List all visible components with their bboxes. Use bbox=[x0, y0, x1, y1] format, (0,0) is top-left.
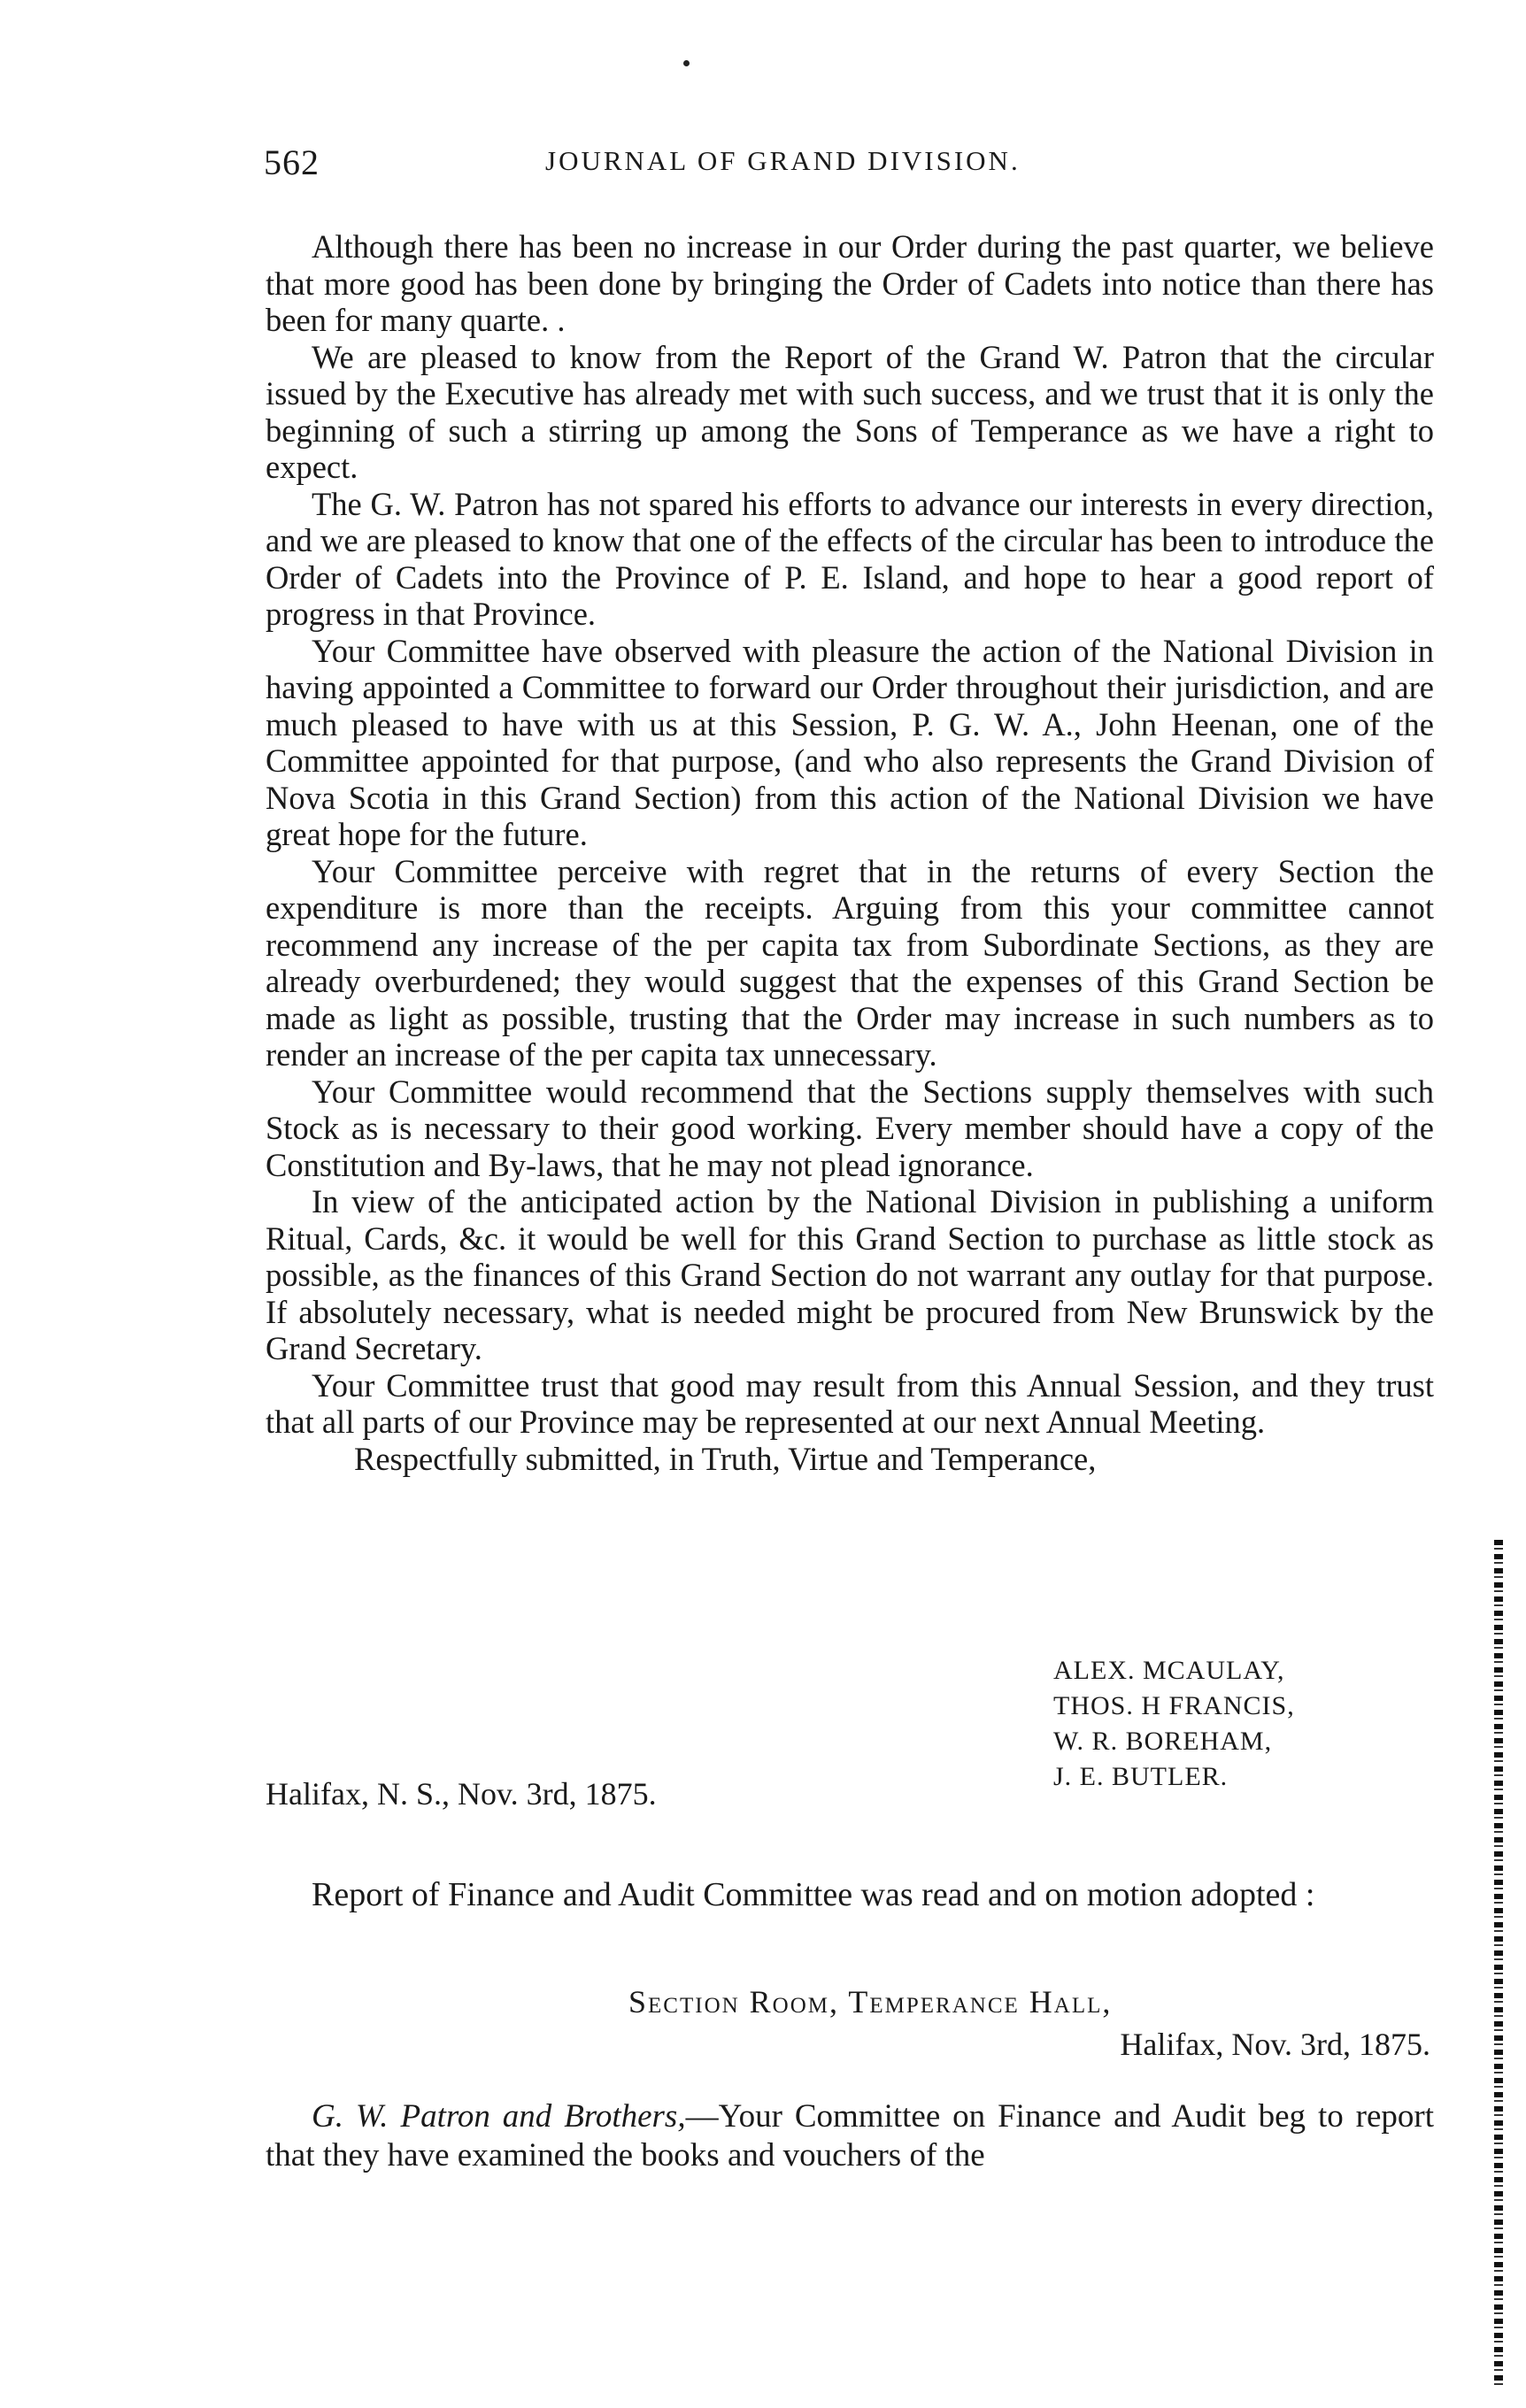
paragraph-8: Your Committee trust that good may result from this Annual Session, and they trust that all parts of our Province may be represented at our next Annual Meeting. bbox=[266, 1366, 1434, 1440]
dateline-date: Halifax, Nov. 3rd, 1875. bbox=[1120, 2027, 1430, 2062]
signature-name: THOS. H FRANCIS, bbox=[1053, 1691, 1295, 1720]
page-header bbox=[264, 142, 1432, 198]
paragraph-6: Your Committee would recommend that the Sections supply themselves with such Stock as is necessary to their good working. Every member should have a copy of the Constitution and By-laws, that he may not plead ignorance. bbox=[266, 1073, 1434, 1183]
dateline-place: Section Room, Temperance Hall, bbox=[628, 1984, 1113, 2019]
signature-block bbox=[1053, 1653, 1295, 1795]
paragraph-3: The G. W. Patron has not spared his efforts to advance our interests in every direction, and we are pleased to know that one of the effects of the circular has been to introduce the Order of Cadets into the Province of P. E. Island, and hope to hear a good report of progress in that Province. bbox=[266, 485, 1434, 632]
scan-binding-edge bbox=[1494, 1540, 1503, 2389]
committee-report-body bbox=[266, 228, 1434, 1478]
running-title: JOURNAL OF GRAND DIVISION. bbox=[545, 145, 1021, 176]
finance-report-opening: —Your Committee on Finance and Audit beg to report that they have examined the books and vouchers of the bbox=[266, 2098, 1434, 2173]
paragraph-2: We are pleased to know from the Report of the Grand W. Patron that the circular issued by the Executive has already met with such success, and we trust that it is only the beginning of such a stirring up among the Sons of Temperance as we have a right to expect. bbox=[266, 338, 1434, 485]
finance-report-text bbox=[266, 2097, 1434, 2175]
signoff-line: Respectfully submitted, in Truth, Virtue and Temperance, bbox=[354, 1440, 1097, 1477]
signature-name: W. R. BOREHAM, bbox=[1053, 1727, 1273, 1756]
paragraph-4: Your Committee have observed with pleasure the action of the National Division in having appointed a Committee to forward our Order throughout their jurisdiction, and are much pleased to have with us at this Session, P. G. W. A., John Heenan, one of the Committee appointed for that purpose, (and who also represents the Grand Division of Nova Scotia in this Grand Section) from this action of the National Division we have great hope for the future. bbox=[266, 632, 1434, 852]
finance-report-intro: Report of Finance and Audit Committee was read and on motion adopted : bbox=[312, 1876, 1315, 1913]
signature-name: J. E. BUTLER. bbox=[1053, 1762, 1229, 1791]
page-number: 562 bbox=[264, 142, 320, 182]
paragraph-7: In view of the anticipated action by the National Division in publishing a uniform Ritual, Cards, &c. it would be well for this Grand Section to purchase as little stock as possible, as the finances of this Grand Section do not warrant any outlay for that purpose. If absolutely necessary, what is needed might be procured from New Brunswick by the Grand Secretary. bbox=[266, 1183, 1434, 1366]
ink-speck bbox=[683, 60, 690, 66]
place-and-date: Halifax, N. S., Nov. 3rd, 1875. bbox=[266, 1776, 657, 1812]
finance-report-dateline bbox=[628, 1981, 1434, 2066]
paragraph-5: Your Committee perceive with regret that in the returns of every Section the expenditure is more than the receipts. Arguing from this your committee cannot recommend any increase of the per capita tax from Subordinate Sections, as they are already overburdened; they would suggest that the expenses of this Grand Section be made as light as possible, trusting that the Order may increase in such numbers as to render an increase of the per capita tax unnecessary. bbox=[266, 852, 1434, 1073]
signature-name: ALEX. MCAULAY, bbox=[1053, 1656, 1285, 1685]
paragraph-1: Although there has been no increase in our Order during the past quarter, we believe that more good has been done by bringing the Order of Cadets into notice than there has been for many quarte. . bbox=[266, 228, 1434, 338]
salutation: G. W. Patron and Brothers, bbox=[312, 2098, 686, 2135]
